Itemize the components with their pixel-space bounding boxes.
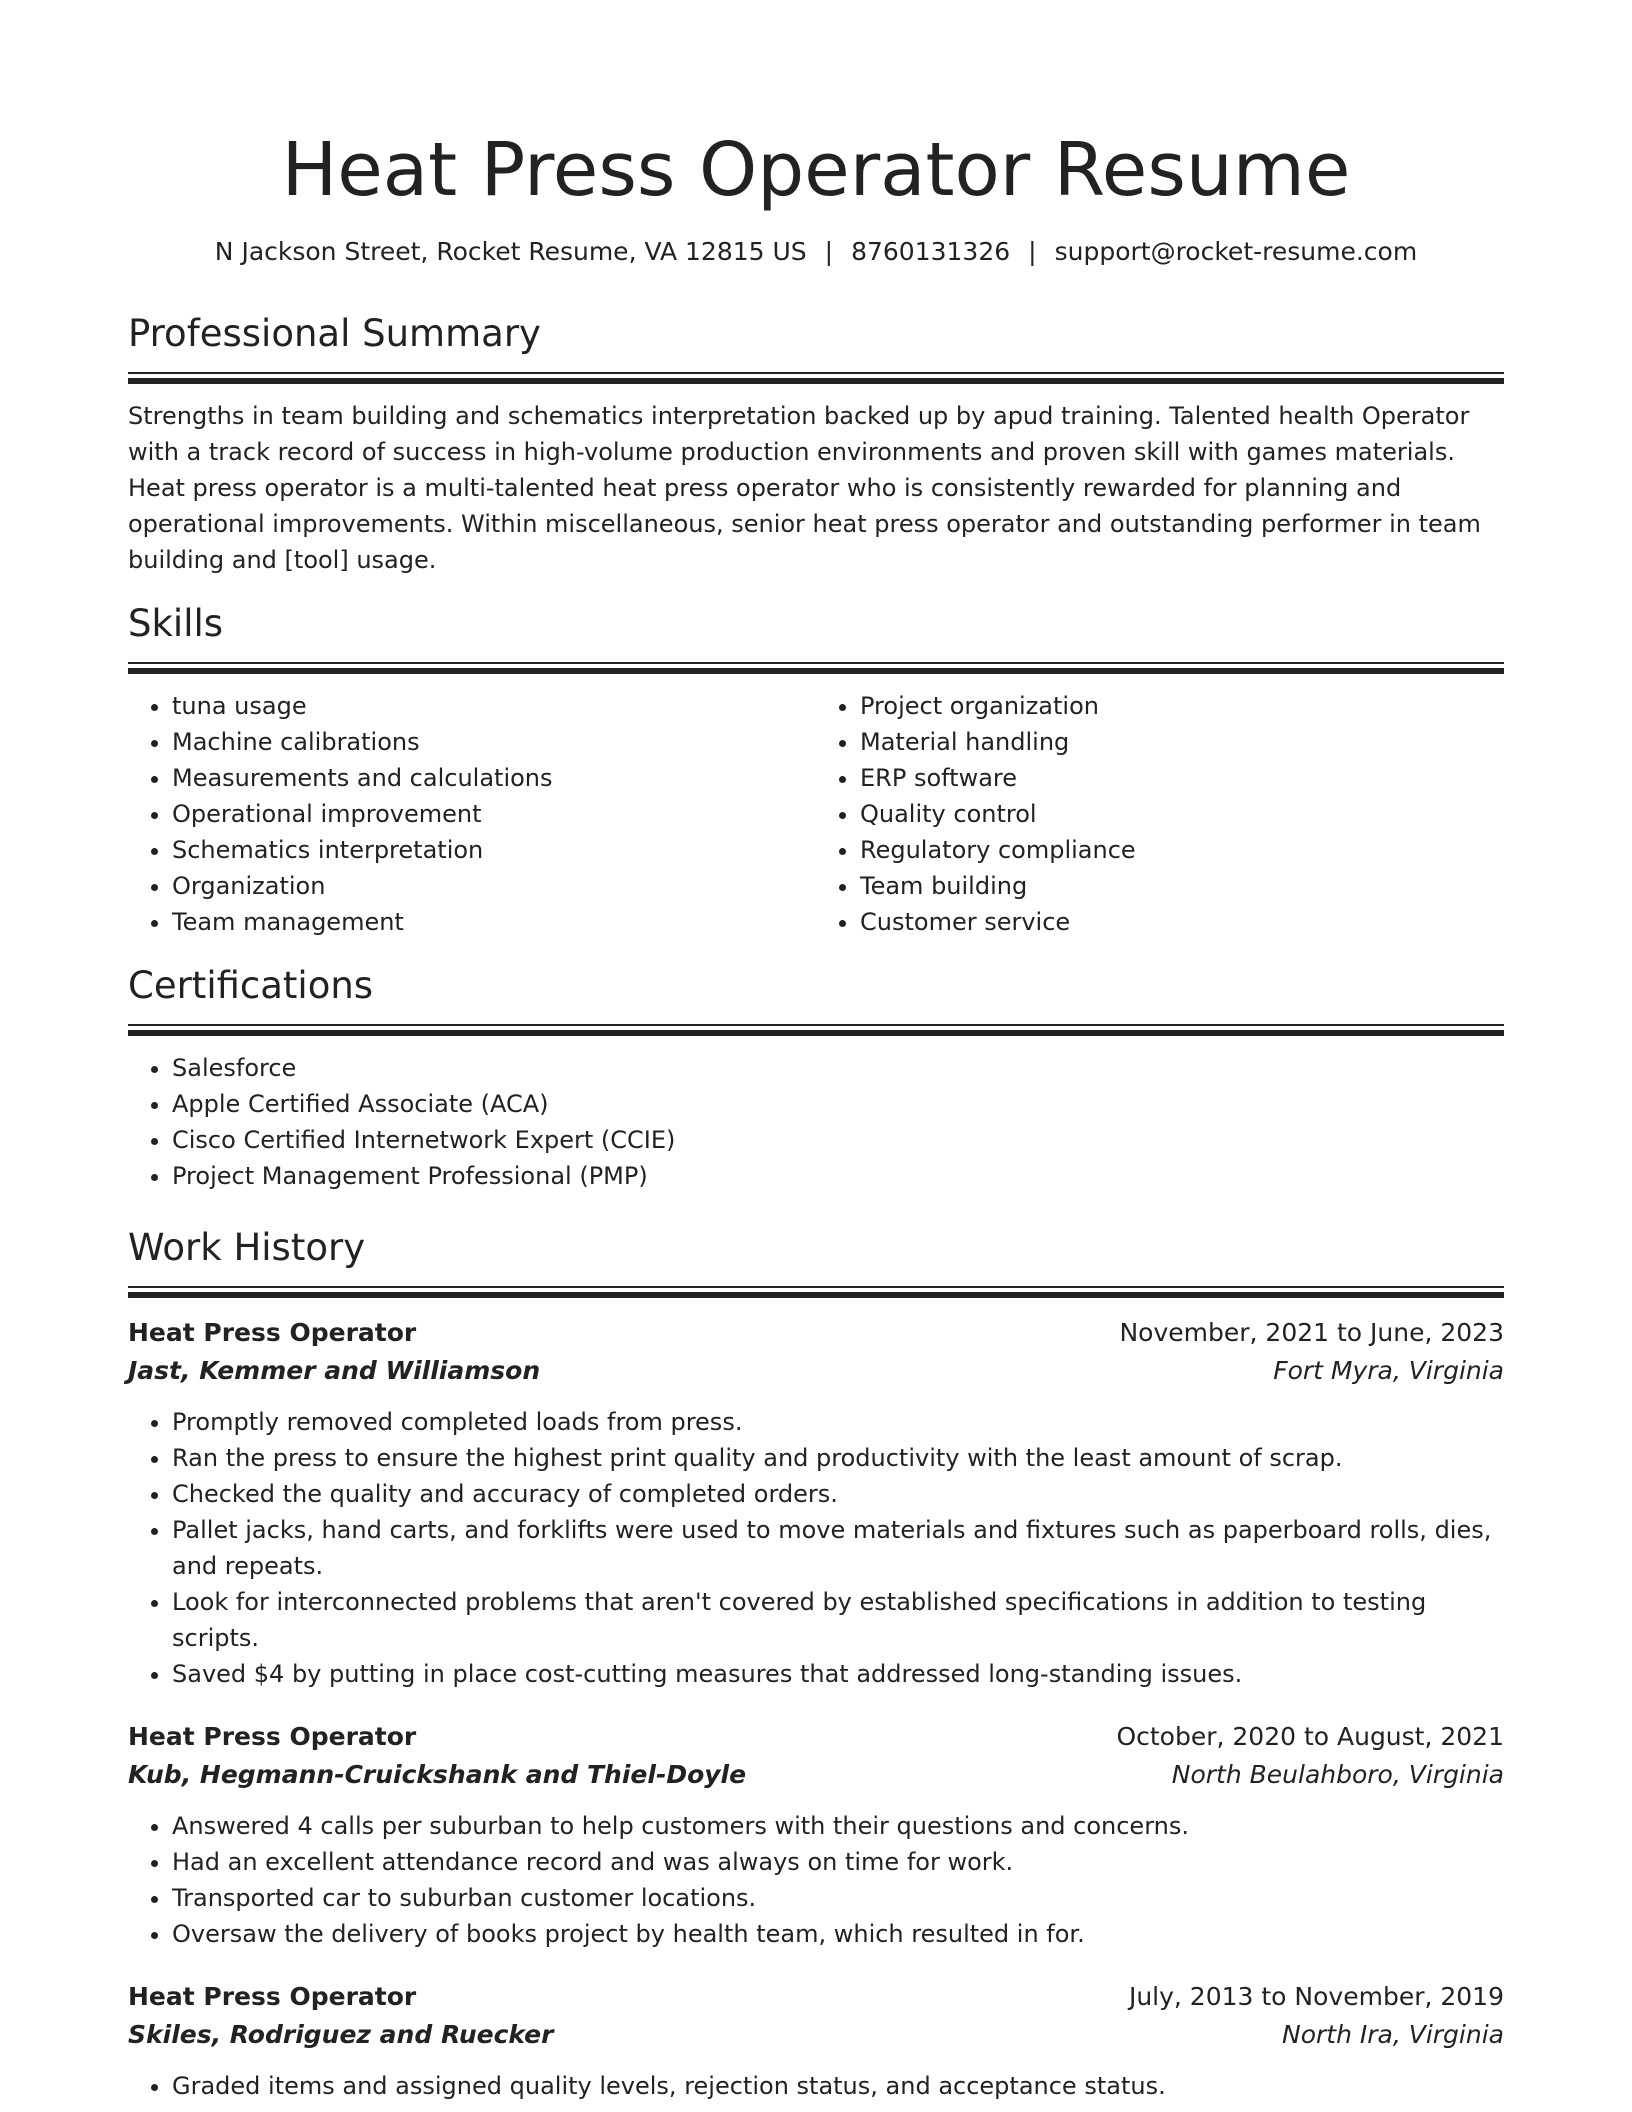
job-duty: • Transported car to suburban customer locations. — [172, 1880, 1504, 1916]
section-divider — [128, 1024, 1504, 1036]
job-duty: • Promptly removed completed loads from press. — [172, 1404, 1504, 1440]
certification-item: • Apple Certified Associate (ACA) — [172, 1086, 1504, 1122]
skill-item: • Regulatory compliance — [860, 832, 1504, 868]
certification-item: • Salesforce — [172, 1050, 1504, 1086]
job-duty: • Answered 4 calls per suburban to help customers with their questions and concerns. — [172, 1808, 1504, 1844]
job-entry — [128, 1314, 1504, 1692]
job-dates: October, 2020 to August, 2021 — [1116, 1722, 1504, 1751]
job-header — [128, 1718, 1504, 1756]
job-location: North Ira, Virginia — [1282, 2020, 1504, 2049]
job-duty: • Checked the quality and accuracy of completed orders. — [172, 1476, 1504, 1512]
contact-email: support@rocket-resume.com — [1054, 237, 1418, 266]
skill-item: • Customer service — [860, 904, 1504, 940]
skill-item: • Operational improvement — [172, 796, 816, 832]
job-entry — [128, 1718, 1504, 1952]
skill-item: • Project organization — [860, 688, 1504, 724]
job-duty: • Had an excellent attendance record and was always on time for work. — [172, 1844, 1504, 1880]
job-duty: • Pallet jacks, hand carts, and forklifts were used to move materials and fixtures such as paperboard rolls, dies, and repeats. — [172, 1512, 1504, 1584]
summary-section — [128, 310, 1504, 578]
job-company: Jast, Kemmer and Williamson — [128, 1356, 541, 1385]
skill-item: • tuna usage — [172, 688, 816, 724]
job-duties — [128, 1404, 1504, 1692]
job-duty: • Oversaw the delivery of books project by health team, which resulted in for. — [172, 1916, 1504, 1952]
work-history-section — [128, 1224, 1504, 2104]
job-subheader — [128, 1756, 1504, 1794]
section-divider — [128, 662, 1504, 674]
summary-text: Strengths in team building and schematics interpretation backed up by apud training. Talented health Operator with a track record of success in high-volume production environments and proven skill with games materials. Heat press operator is a multi-talented heat press operator who is consistently rewarded for planning and operational improvements. Within miscellaneous, senior heat press operator and outstanding performer in team building and [tool] usage. — [128, 402, 1481, 574]
job-company: Skiles, Rodriguez and Ruecker — [128, 2020, 554, 2049]
job-location: North Beulahboro, Virginia — [1171, 1760, 1504, 1789]
job-duty: • Ran the press to ensure the highest print quality and productivity with the least amount of scrap. — [172, 1440, 1504, 1476]
job-company: Kub, Hegmann-Cruickshank and Thiel-Doyle — [128, 1760, 747, 1789]
skill-item: • Team building — [860, 868, 1504, 904]
section-heading: Work History — [128, 1226, 366, 1269]
job-subheader — [128, 1352, 1504, 1390]
contact-address: N Jackson Street, Rocket Resume, VA 12815 US — [214, 237, 807, 266]
skill-item: • ERP software — [860, 760, 1504, 796]
job-entry — [128, 1978, 1504, 2104]
contact-phone: 8760131326 — [851, 237, 1011, 266]
contact-line — [128, 234, 1504, 270]
job-duty: • Look for interconnected problems that aren't covered by established specifications in addition to testing scripts. — [172, 1584, 1504, 1656]
skills-list-left — [128, 688, 816, 940]
certification-item: • Project Management Professional (PMP) — [172, 1158, 1504, 1194]
section-divider — [128, 372, 1504, 384]
certifications-list — [128, 1050, 1504, 1194]
skills-grid — [128, 688, 1504, 940]
skill-item: • Organization — [172, 868, 816, 904]
job-dates: July, 2013 to November, 2019 — [1128, 1982, 1504, 2011]
section-heading: Professional Summary — [128, 312, 541, 355]
section-heading: Skills — [128, 602, 224, 645]
contact-separator: | — [1028, 237, 1037, 266]
section-heading: Certifications — [128, 964, 374, 1007]
skill-item: • Measurements and calculations — [172, 760, 816, 796]
job-header — [128, 1978, 1504, 2016]
skill-item: • Team management — [172, 904, 816, 940]
job-duties — [128, 2068, 1504, 2104]
job-location: Fort Myra, Virginia — [1273, 1356, 1504, 1385]
skill-item: • Schematics interpretation — [172, 832, 816, 868]
job-title: Heat Press Operator — [128, 1722, 417, 1751]
skill-item: • Machine calibrations — [172, 724, 816, 760]
job-duty: • Saved $4 by putting in place cost-cutting measures that addressed long-standing issues. — [172, 1656, 1504, 1692]
certification-item: • Cisco Certified Internetwork Expert (CCIE) — [172, 1122, 1504, 1158]
certifications-section — [128, 962, 1504, 1194]
skill-item: • Quality control — [860, 796, 1504, 832]
job-title: Heat Press Operator — [128, 1318, 417, 1347]
section-divider — [128, 1286, 1504, 1298]
skills-section — [128, 600, 1504, 940]
job-title: Heat Press Operator — [128, 1982, 417, 2011]
job-duty: • Graded items and assigned quality levels, rejection status, and acceptance status. — [172, 2068, 1504, 2104]
skills-list-right — [816, 688, 1504, 940]
resume-title: Heat Press Operator Resume — [281, 127, 1351, 213]
job-dates: November, 2021 to June, 2023 — [1119, 1318, 1504, 1347]
job-duties — [128, 1808, 1504, 1952]
job-subheader — [128, 2016, 1504, 2054]
skill-item: • Material handling — [860, 724, 1504, 760]
contact-separator: | — [824, 237, 834, 266]
job-header — [128, 1314, 1504, 1352]
